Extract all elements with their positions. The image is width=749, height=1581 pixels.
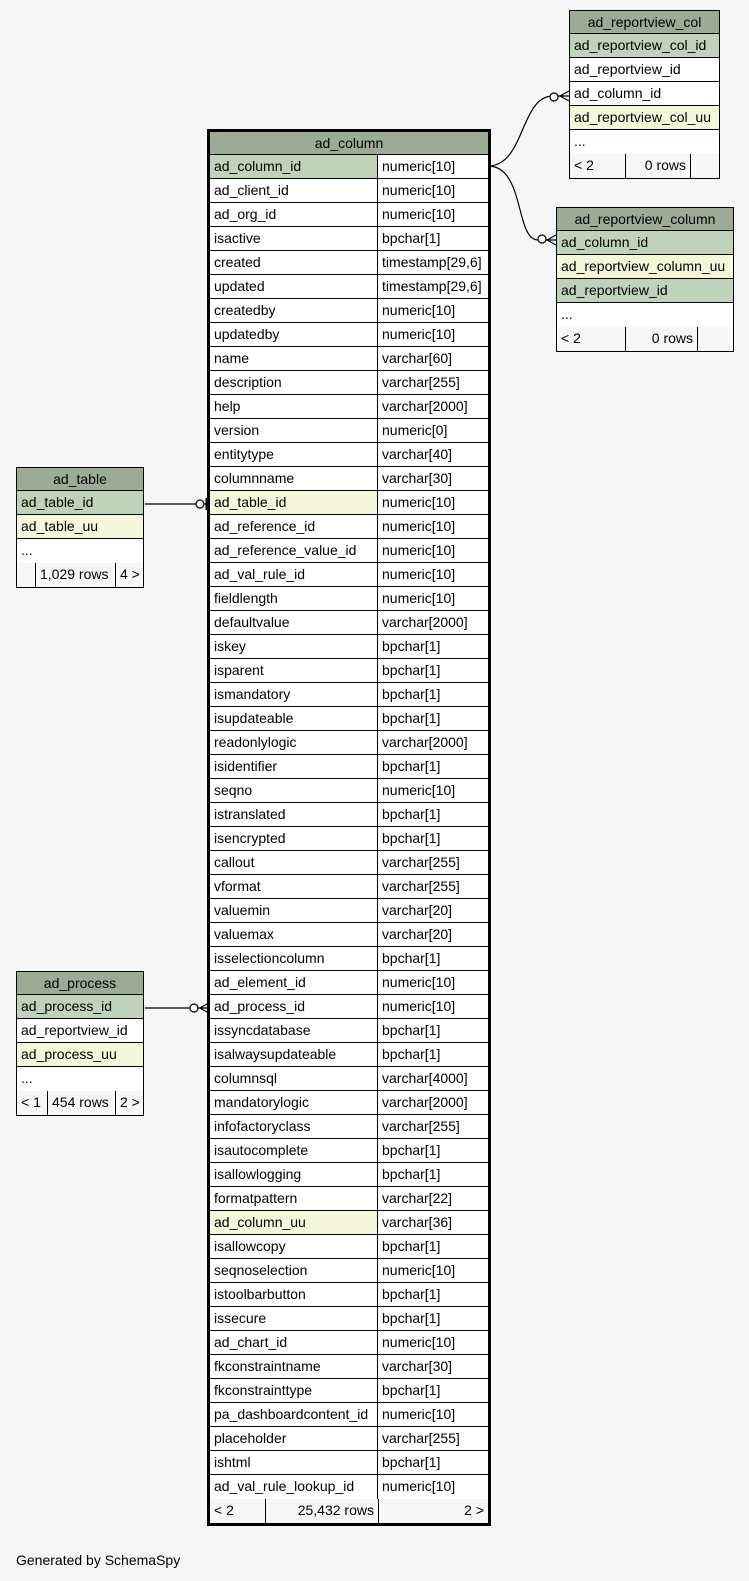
- children-link[interactable]: 2 >: [115, 1091, 143, 1115]
- table-footer: [17, 563, 143, 587]
- column-name: issyncdatabase: [214, 1022, 311, 1038]
- column-name: updated: [214, 278, 265, 294]
- column-name: fkconstrainttype: [214, 1382, 313, 1398]
- column-type: varchar[255]: [377, 1427, 488, 1450]
- column-row[interactable]: [210, 1187, 488, 1211]
- column-row[interactable]: [210, 899, 488, 923]
- column-row[interactable]: [210, 803, 488, 827]
- column-type: numeric[10]: [377, 323, 488, 346]
- column-row[interactable]: [210, 1091, 488, 1115]
- row-count: 25,432 rows: [265, 1499, 378, 1523]
- column-name: ad_table_id: [210, 491, 377, 514]
- column-type: bpchar[1]: [377, 947, 488, 970]
- table-title[interactable]: ad_reportview_col: [570, 11, 719, 34]
- column-row[interactable]: [210, 971, 488, 995]
- column-row[interactable]: [210, 1115, 488, 1139]
- column-row[interactable]: [210, 1451, 488, 1475]
- column-row[interactable]: [557, 255, 733, 279]
- column-type: bpchar[1]: [377, 1283, 488, 1306]
- column-name: iskey: [214, 638, 246, 654]
- column-type: numeric[10]: [377, 995, 488, 1018]
- column-name: ad_client_id: [214, 182, 289, 198]
- column-type: numeric[10]: [377, 971, 488, 994]
- column-name: isallowlogging: [214, 1166, 302, 1182]
- column-name: isupdateable: [214, 710, 294, 726]
- column-row[interactable]: [210, 1355, 488, 1379]
- column-row[interactable]: [210, 683, 488, 707]
- column-row[interactable]: [210, 1139, 488, 1163]
- table-ad-column[interactable]: [207, 129, 491, 1526]
- column-name: ad_reference_value_id: [214, 542, 357, 558]
- column-name: valuemax: [214, 926, 274, 942]
- column-row[interactable]: [210, 659, 488, 683]
- column-type: numeric[0]: [377, 419, 488, 442]
- column-type: varchar[20]: [377, 923, 488, 946]
- column-name: ad_table_uu: [17, 515, 143, 538]
- column-row[interactable]: [570, 34, 719, 58]
- column-name: isselectioncolumn: [214, 950, 325, 966]
- column-row[interactable]: [210, 323, 488, 347]
- column-type: bpchar[1]: [377, 635, 488, 658]
- column-name: defaultvalue: [214, 614, 290, 630]
- column-name: ad_reportview_column_uu: [557, 255, 733, 278]
- column-name: isencrypted: [214, 830, 286, 846]
- column-name: updatedby: [214, 326, 280, 342]
- column-name: ad_column_id: [557, 231, 733, 254]
- column-row[interactable]: [210, 1283, 488, 1307]
- column-type: varchar[30]: [377, 1355, 488, 1378]
- column-name: istoolbarbutton: [214, 1286, 306, 1302]
- column-type: varchar[4000]: [377, 1067, 488, 1090]
- column-row[interactable]: [210, 1307, 488, 1331]
- column-row[interactable]: [210, 1043, 488, 1067]
- column-type: numeric[10]: [377, 179, 488, 202]
- column-type: numeric[10]: [377, 203, 488, 226]
- column-name: ...: [574, 133, 586, 149]
- column-type: numeric[10]: [377, 299, 488, 322]
- column-row[interactable]: [210, 1211, 488, 1235]
- column-type: numeric[10]: [377, 1259, 488, 1282]
- column-name: ad_column_id: [210, 155, 377, 178]
- column-name: valuemin: [214, 902, 271, 918]
- column-row[interactable]: [210, 371, 488, 395]
- column-row[interactable]: [17, 1019, 143, 1043]
- column-name: ad_reference_id: [214, 518, 316, 534]
- column-name: ...: [21, 1070, 33, 1086]
- column-row[interactable]: [210, 875, 488, 899]
- table-ad-table[interactable]: [16, 467, 144, 588]
- column-row[interactable]: [210, 731, 488, 755]
- column-name: isautocomplete: [214, 1142, 309, 1158]
- column-name: ad_reportview_id: [557, 279, 733, 302]
- column-row[interactable]: [557, 303, 733, 327]
- column-name: ad_reportview_col_uu: [570, 106, 719, 129]
- column-row[interactable]: [210, 1379, 488, 1403]
- column-type: numeric[10]: [377, 539, 488, 562]
- column-type: bpchar[1]: [377, 1451, 488, 1474]
- column-row[interactable]: [210, 827, 488, 851]
- table-title[interactable]: ad_reportview_column: [557, 208, 733, 231]
- column-row[interactable]: [557, 279, 733, 303]
- column-row[interactable]: [210, 491, 488, 515]
- column-type: numeric[10]: [377, 563, 488, 586]
- column-type: varchar[60]: [377, 347, 488, 370]
- parents-link[interactable]: [17, 563, 35, 587]
- column-name: ad_reportview_col_id: [570, 34, 719, 57]
- column-name: version: [214, 422, 260, 438]
- column-row[interactable]: [210, 779, 488, 803]
- column-row[interactable]: [210, 923, 488, 947]
- column-type: bpchar[1]: [377, 683, 488, 706]
- column-type: numeric[10]: [377, 1331, 488, 1354]
- edge-ad-reportview-col-to-ad-column: [488, 96, 569, 166]
- children-link[interactable]: 2 >: [378, 1499, 488, 1523]
- column-name: ad_process_id: [17, 995, 143, 1018]
- column-row[interactable]: [570, 82, 719, 106]
- column-name: infofactoryclass: [214, 1118, 311, 1134]
- column-name: description: [214, 374, 282, 390]
- column-row[interactable]: [210, 515, 488, 539]
- column-name: isallowcopy: [214, 1238, 286, 1254]
- column-type: varchar[255]: [377, 371, 488, 394]
- column-name: ad_column_id: [574, 85, 662, 101]
- table-ad-reportview-column[interactable]: [556, 207, 734, 352]
- column-row[interactable]: [210, 635, 488, 659]
- column-name: seqnoselection: [214, 1262, 308, 1278]
- column-name: istranslated: [214, 806, 286, 822]
- edge-ad-reportview-column-to-ad-column: [488, 166, 556, 240]
- column-row[interactable]: [210, 1475, 488, 1499]
- children-link[interactable]: 4 >: [115, 563, 143, 587]
- column-type: numeric[10]: [377, 491, 488, 514]
- column-row[interactable]: [210, 587, 488, 611]
- parents-link[interactable]: < 2: [574, 157, 594, 173]
- column-name: vformat: [214, 878, 261, 894]
- column-row[interactable]: [210, 707, 488, 731]
- column-name: columnname: [214, 470, 295, 486]
- column-type: numeric[10]: [377, 1475, 488, 1499]
- column-type: bpchar[1]: [377, 227, 488, 250]
- parents-link[interactable]: < 1: [21, 1094, 41, 1110]
- column-name: formatpattern: [214, 1190, 298, 1206]
- column-name: ad_val_rule_lookup_id: [214, 1478, 355, 1494]
- children-link[interactable]: [690, 154, 719, 178]
- column-type: varchar[30]: [377, 467, 488, 490]
- column-row[interactable]: [17, 491, 143, 515]
- column-row[interactable]: [17, 515, 143, 539]
- column-type: timestamp[29,6]: [377, 275, 488, 298]
- column-row[interactable]: [210, 203, 488, 227]
- column-row[interactable]: [570, 58, 719, 82]
- generated-by-credit: Generated by SchemaSpy: [16, 1552, 181, 1568]
- column-row[interactable]: [17, 539, 143, 563]
- column-row[interactable]: [210, 443, 488, 467]
- column-name: ad_table_id: [17, 491, 143, 514]
- column-type: bpchar[1]: [377, 659, 488, 682]
- column-row[interactable]: [210, 467, 488, 491]
- column-row[interactable]: [210, 1019, 488, 1043]
- column-type: varchar[2000]: [377, 611, 488, 634]
- parents-link[interactable]: < 2: [214, 1502, 234, 1518]
- column-row[interactable]: [17, 995, 143, 1019]
- column-row[interactable]: [210, 1331, 488, 1355]
- column-row[interactable]: [210, 155, 488, 179]
- column-name: isactive: [214, 230, 261, 246]
- column-type: varchar[2000]: [377, 1091, 488, 1114]
- column-name: name: [214, 350, 250, 366]
- column-name: ad_column_uu: [210, 1211, 377, 1234]
- column-type: numeric[10]: [377, 515, 488, 538]
- column-row[interactable]: [210, 563, 488, 587]
- column-row[interactable]: [210, 419, 488, 443]
- column-row[interactable]: [210, 539, 488, 563]
- table-ad-reportview-col[interactable]: [569, 10, 720, 179]
- table-ad-process[interactable]: [16, 971, 144, 1116]
- column-type: numeric[10]: [377, 779, 488, 802]
- column-row[interactable]: [210, 1403, 488, 1427]
- column-name: ismandatory: [214, 686, 291, 702]
- column-name: ad_org_id: [214, 206, 277, 222]
- column-name: ...: [561, 306, 573, 322]
- column-row[interactable]: [210, 395, 488, 419]
- column-name: ishtml: [214, 1454, 251, 1470]
- column-type: bpchar[1]: [377, 755, 488, 778]
- table-footer: [210, 1499, 488, 1523]
- column-name: help: [214, 398, 241, 414]
- column-row[interactable]: [17, 1067, 143, 1091]
- column-type: numeric[10]: [377, 1403, 488, 1426]
- column-row[interactable]: [210, 755, 488, 779]
- column-name: fkconstraintname: [214, 1358, 321, 1374]
- column-name: issecure: [214, 1310, 267, 1326]
- column-row[interactable]: [210, 227, 488, 251]
- column-row[interactable]: [570, 130, 719, 154]
- column-type: bpchar[1]: [377, 803, 488, 826]
- column-type: varchar[36]: [377, 1211, 488, 1234]
- column-name: ad_chart_id: [214, 1334, 288, 1350]
- column-row[interactable]: [210, 251, 488, 275]
- column-row[interactable]: [210, 299, 488, 323]
- column-row[interactable]: [210, 1163, 488, 1187]
- column-row[interactable]: [210, 611, 488, 635]
- edge-end-marker: [550, 93, 558, 101]
- edge-end-marker: [538, 235, 546, 243]
- column-name: entitytype: [214, 446, 274, 462]
- column-row[interactable]: [210, 1067, 488, 1091]
- table-title[interactable]: ad_table: [17, 468, 143, 491]
- column-name: placeholder: [214, 1430, 287, 1446]
- column-type: bpchar[1]: [377, 1307, 488, 1330]
- column-name: seqno: [214, 782, 253, 798]
- table-footer: [557, 327, 733, 351]
- parents-link[interactable]: < 2: [561, 330, 581, 346]
- edge-end-marker: [196, 500, 204, 508]
- column-row[interactable]: [210, 995, 488, 1019]
- row-count: 0 rows: [625, 154, 690, 178]
- column-row[interactable]: [210, 275, 488, 299]
- column-name: isidentifier: [214, 758, 278, 774]
- children-link[interactable]: [697, 327, 733, 351]
- table-footer: [17, 1091, 143, 1115]
- column-name: callout: [214, 854, 255, 870]
- column-type: varchar[20]: [377, 899, 488, 922]
- column-row[interactable]: [210, 947, 488, 971]
- column-name: isparent: [214, 662, 264, 678]
- column-name: createdby: [214, 302, 276, 318]
- column-name: ad_reportview_id: [21, 1022, 128, 1038]
- column-name: pa_dashboardcontent_id: [214, 1406, 369, 1422]
- column-name: readonlylogic: [214, 734, 297, 750]
- column-name: ad_element_id: [214, 974, 306, 990]
- column-type: varchar[40]: [377, 443, 488, 466]
- column-row[interactable]: [210, 851, 488, 875]
- table-title[interactable]: ad_process: [17, 972, 143, 995]
- column-name: ad_process_uu: [17, 1043, 143, 1066]
- column-type: varchar[22]: [377, 1187, 488, 1210]
- column-type: varchar[255]: [377, 851, 488, 874]
- row-count: 1,029 rows: [35, 563, 115, 587]
- column-type: numeric[10]: [377, 587, 488, 610]
- column-row[interactable]: [210, 179, 488, 203]
- column-type: bpchar[1]: [377, 827, 488, 850]
- column-type: varchar[255]: [377, 875, 488, 898]
- column-row[interactable]: [210, 347, 488, 371]
- column-row[interactable]: [210, 1259, 488, 1283]
- column-type: numeric[10]: [377, 155, 488, 178]
- table-footer: [570, 154, 719, 178]
- column-row[interactable]: [17, 1043, 143, 1067]
- column-name: created: [214, 254, 261, 270]
- column-type: bpchar[1]: [377, 1019, 488, 1042]
- column-type: bpchar[1]: [377, 707, 488, 730]
- column-row[interactable]: [210, 1235, 488, 1259]
- column-name: ad_process_id: [214, 998, 306, 1014]
- column-name: fieldlength: [214, 590, 278, 606]
- row-count: 0 rows: [625, 327, 697, 351]
- column-name: ad_val_rule_id: [214, 566, 306, 582]
- column-type: timestamp[29,6]: [377, 251, 488, 274]
- column-type: bpchar[1]: [377, 1163, 488, 1186]
- column-type: bpchar[1]: [377, 1139, 488, 1162]
- column-row[interactable]: [557, 231, 733, 255]
- column-name: mandatorylogic: [214, 1094, 309, 1110]
- column-name: isalwaysupdateable: [214, 1046, 337, 1062]
- column-name: ...: [21, 542, 33, 558]
- column-row[interactable]: [570, 106, 719, 130]
- row-count: 454 rows: [47, 1091, 115, 1115]
- table-title[interactable]: ad_column: [210, 132, 488, 155]
- column-type: bpchar[1]: [377, 1379, 488, 1402]
- column-name: columnsql: [214, 1070, 278, 1086]
- column-type: bpchar[1]: [377, 1235, 488, 1258]
- column-type: varchar[255]: [377, 1115, 488, 1138]
- column-name: ad_reportview_id: [574, 61, 681, 77]
- column-type: varchar[2000]: [377, 731, 488, 754]
- column-type: varchar[2000]: [377, 395, 488, 418]
- column-type: bpchar[1]: [377, 1043, 488, 1066]
- edge-end-marker: [190, 1004, 198, 1012]
- column-row[interactable]: [210, 1427, 488, 1451]
